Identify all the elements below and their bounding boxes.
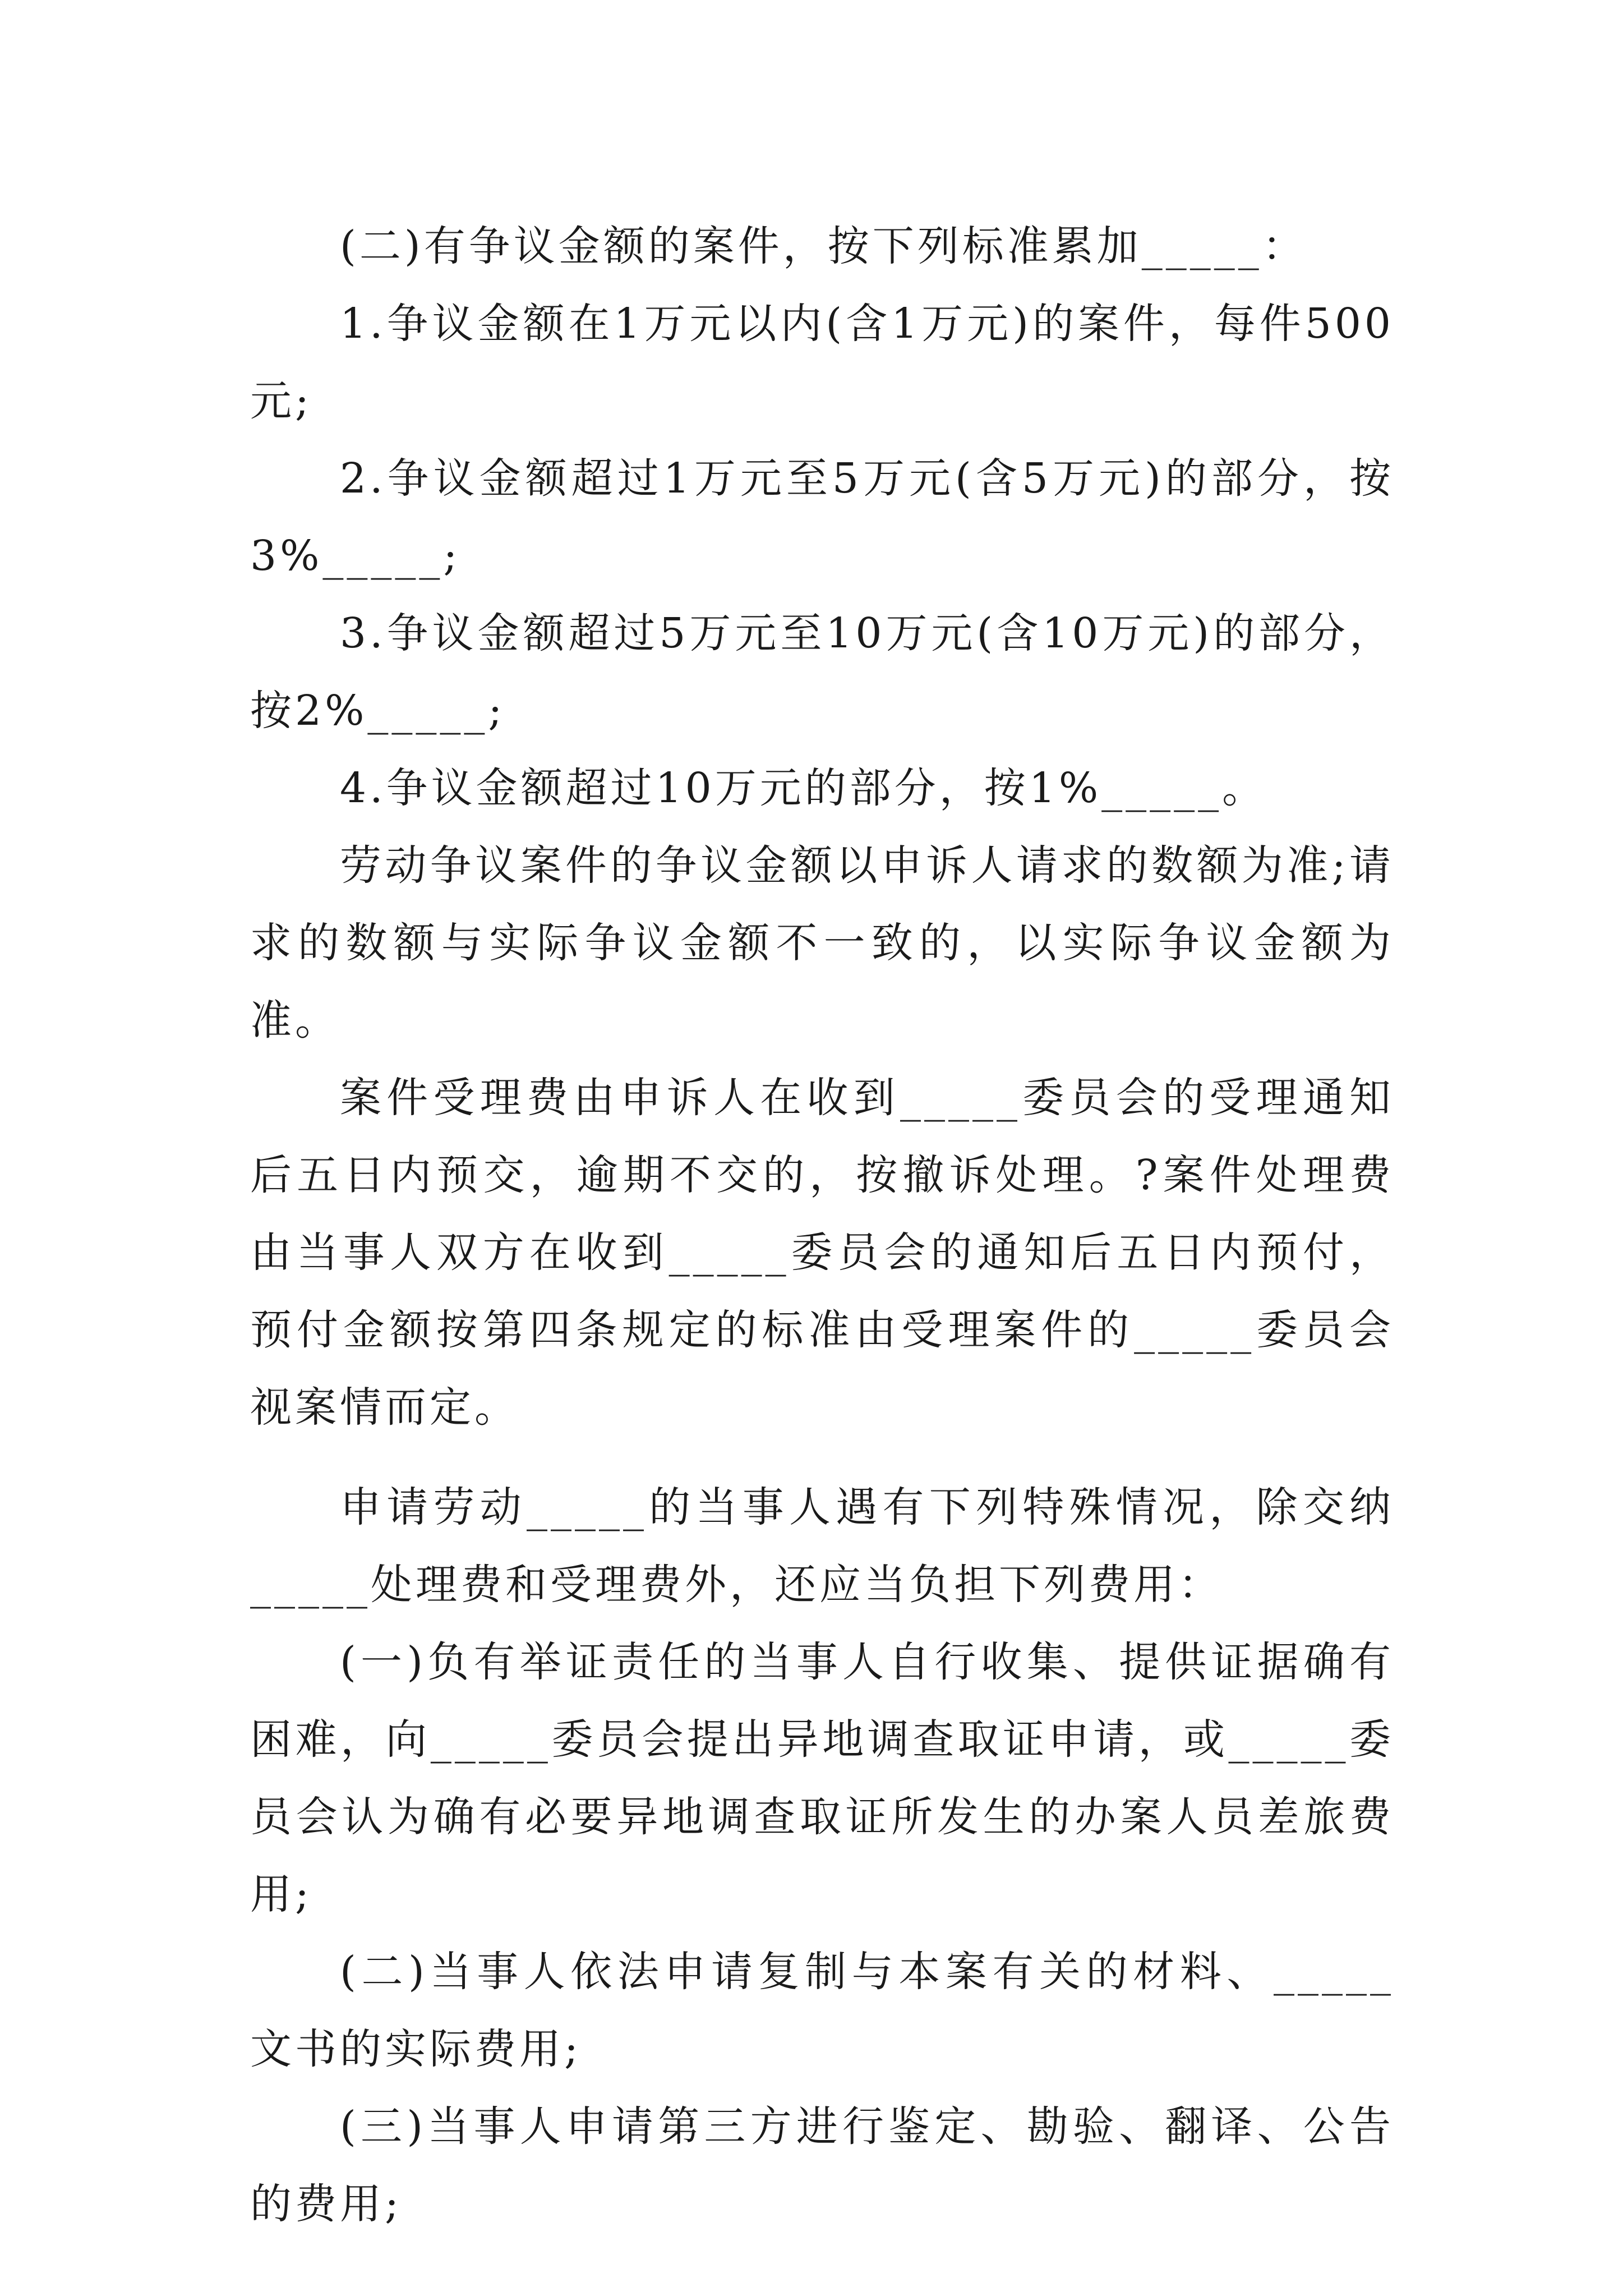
document-body: [250, 208, 1394, 2243]
paragraph-special-3: (三)当事人申请第三方进行鉴定、勘验、翻译、公告的费用;: [250, 2102, 1394, 2228]
paragraph-special-cases: 申请劳动_____的当事人遇有下列特殊情况，除交纳_____处理费和受理费外，还应当负担下列费用：: [250, 1483, 1394, 1609]
paragraph-fee-payment: 案件受理费由申诉人在收到_____委员会的受理通知后五日内预交，逾期不交的，按撤诉处理。?案件处理费由当事人双方在收到_____委员会的通知后五日内预付，预付金额按第四条规定的标准由受理案件的_____委员会视案情而定。: [250, 1074, 1394, 1432]
paragraph-special-2: (二)当事人依法申请复制与本案有关的材料、_____文书的实际费用;: [250, 1948, 1394, 2073]
paragraph-amount-cases: (二)有争议金额的案件，按下列标准累加_____：: [340, 222, 1307, 270]
paragraph-special-1: (一)负有举证责任的当事人自行收集、提供证据确有困难，向_____委员会提出异地调查取证申请，或_____委员会认为确有必要异地调查取证所发生的办案人员差旅费用;: [250, 1638, 1394, 1918]
paragraph-item-2: 2.争议金额超过1万元至5万元(含5万元)的部分，按3%_____;: [250, 454, 1394, 580]
paragraph-item-1: 1.争议金额在1万元以内(含1万元)的案件，每件500元;: [250, 300, 1394, 425]
paragraph-dispute-amount: 劳动争议案件的争议金额以申诉人请求的数额为准;请求的数额与实际争议金额不一致的，以实际争议金额为准。: [250, 841, 1394, 1045]
paragraph-item-3: 3.争议金额超过5万元至10万元(含10万元)的部分，按2%_____;: [250, 609, 1394, 735]
paragraph-item-4: 4.争议金额超过10万元的部分，按1%_____。: [340, 764, 1267, 812]
